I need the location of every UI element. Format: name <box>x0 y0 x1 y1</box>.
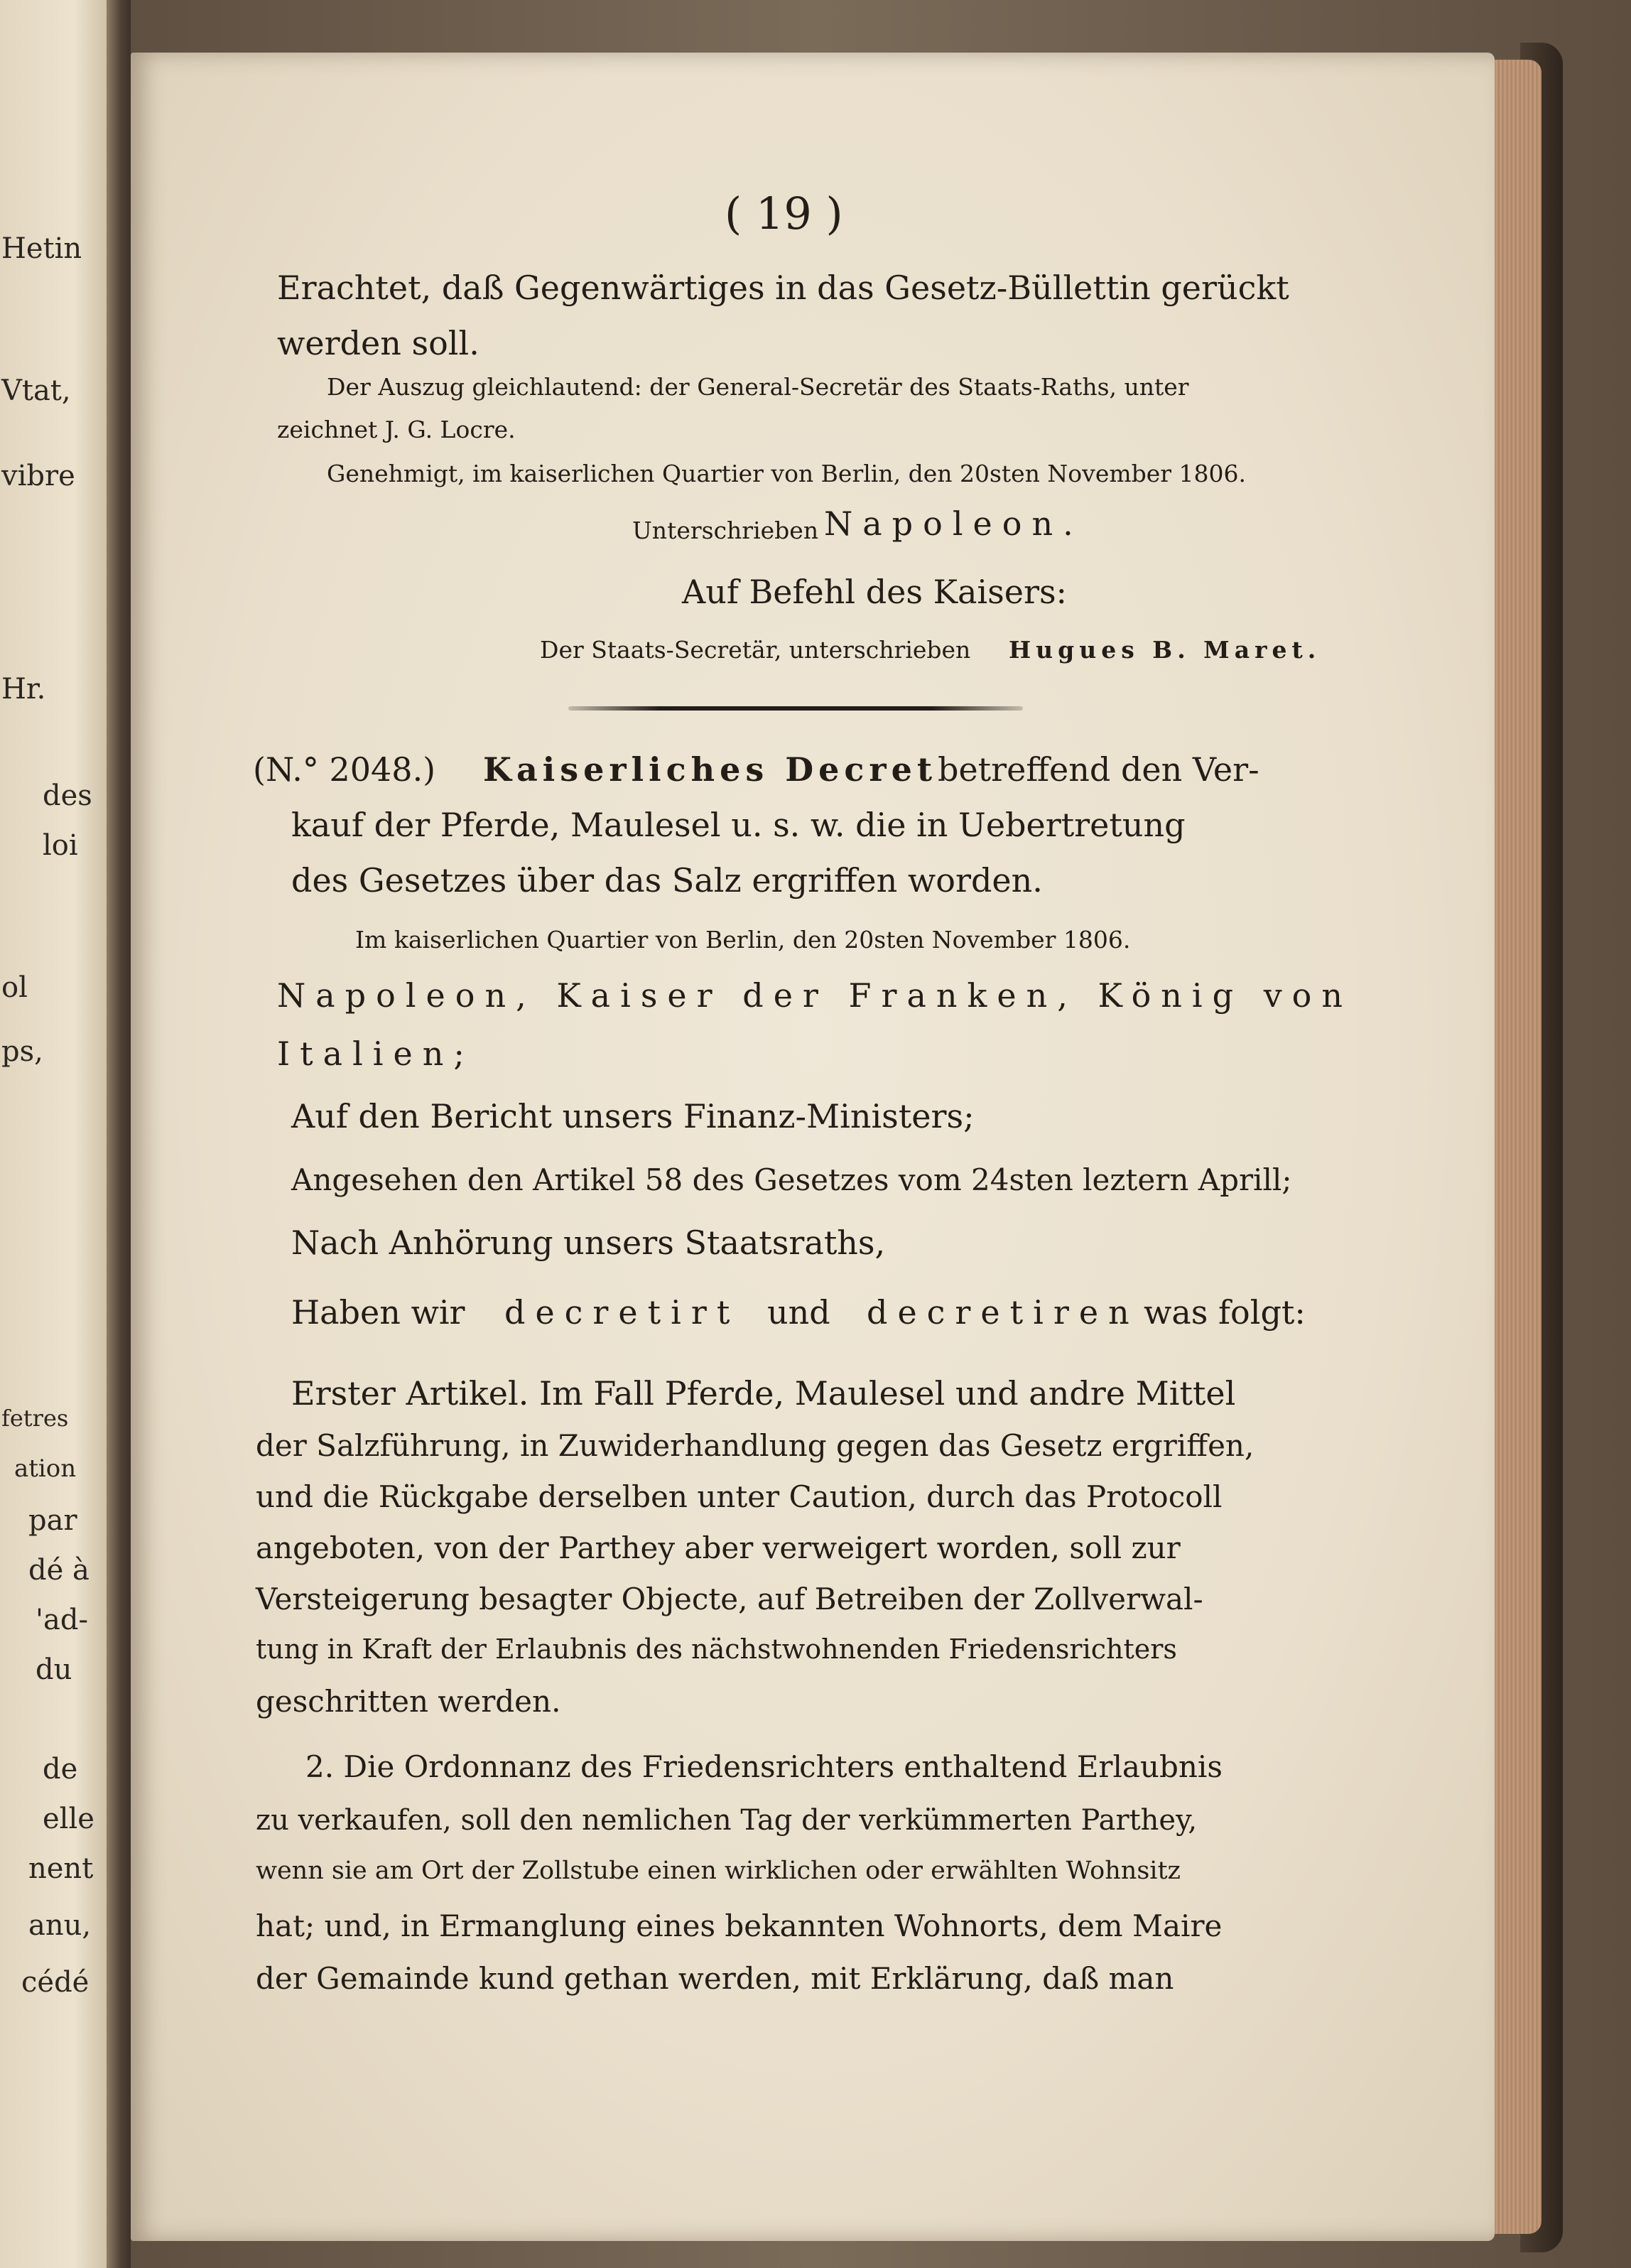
signature-name: Napoleon. <box>824 504 1083 543</box>
signature-label: Der Staats-Secretär, unterschrieben <box>540 636 971 664</box>
text-line: Auf Befehl des Kaisers: <box>682 573 1068 611</box>
text-line: Genehmigt, im kaiserlichen Quartier von Berlin, den 20sten November 1806. <box>327 460 1247 487</box>
section-divider <box>568 706 1023 711</box>
left-fragment: fetres <box>1 1405 69 1432</box>
book-gutter <box>107 0 131 2268</box>
left-fragment: du <box>36 1653 72 1686</box>
text-line: Im kaiserlichen Quartier von Berlin, den 20sten November 1806. <box>355 926 1131 954</box>
text-line: und <box>767 1293 830 1332</box>
left-fragment: elle <box>43 1803 94 1835</box>
left-fragment: 'ad- <box>36 1604 88 1636</box>
text-line: 2. Die Ordonnanz des Friedensrichters enthaltend Erlaubnis <box>305 1749 1223 1784</box>
left-fragment: ps, <box>1 1035 43 1068</box>
left-fragment: Hetin <box>1 232 82 265</box>
text-line: Auf den Bericht unsers Finanz-Ministers; <box>291 1097 975 1135</box>
signature-name: Hugues B. Maret. <box>1009 636 1321 664</box>
page-number: ( 19 ) <box>725 188 843 239</box>
text-line: hat; und, in Ermanglung eines bekannten Wohnorts, dem Maire <box>256 1908 1223 1943</box>
heading-line: Italien; <box>277 1035 475 1073</box>
text-line: Versteigerung besagter Objecte, auf Betreiben der Zollverwal- <box>256 1582 1203 1616</box>
text-line: der Salzführung, in Zuwiderhandlung gegen das Gesetz ergriffen, <box>256 1428 1255 1463</box>
text-line: decretiren <box>867 1293 1139 1332</box>
left-facing-page <box>0 0 107 2268</box>
left-fragment: des <box>43 779 92 812</box>
left-fragment: de <box>43 1753 78 1786</box>
left-fragment: ation <box>14 1454 77 1483</box>
left-fragment: cédé <box>21 1966 90 1999</box>
left-fragment: vibre <box>1 460 75 492</box>
text-line: Der Auszug gleichlautend: der General-Secretär des Staats-Raths, unter <box>327 373 1189 401</box>
text-line: wenn sie am Ort der Zollstube einen wirklichen oder erwählten Wohnsitz <box>256 1857 1181 1885</box>
text-line: angeboten, von der Parthey aber verweigert worden, soll zur <box>256 1530 1181 1565</box>
text-line: Nach Anhörung unsers Staatsraths, <box>291 1224 886 1262</box>
text-line: Angesehen den Artikel 58 des Gesetzes vom 24sten leztern Aprill; <box>291 1162 1292 1197</box>
left-fragment: Vtat, <box>1 374 71 407</box>
text-line: Haben wir <box>291 1293 465 1332</box>
left-fragment: dé à <box>28 1554 90 1587</box>
text-line: und die Rückgabe derselben unter Caution, durch das Protocoll <box>256 1479 1223 1514</box>
text-line: zeichnet J. G. Locre. <box>277 416 516 443</box>
left-fragment: ol <box>1 971 28 1004</box>
heading-line: Napoleon, Kaiser der Franken, König von <box>277 976 1353 1015</box>
text-line: betreffend den Ver- <box>938 750 1259 789</box>
text-line: decretirt <box>504 1293 740 1332</box>
text-line: was folgt: <box>1144 1293 1306 1332</box>
left-fragment: Hr. <box>1 673 46 706</box>
left-fragment: nent <box>28 1852 94 1885</box>
left-fragment: par <box>28 1504 77 1537</box>
text-line: tung in Kraft der Erlaubnis des nächstwohnenden Friedensrichters <box>256 1634 1177 1665</box>
text-line: Erster Artikel. Im Fall Pferde, Maulesel und andre Mittel <box>291 1374 1236 1413</box>
text-line: kauf der Pferde, Maulesel u. s. w. die in Uebertretung <box>291 806 1186 844</box>
left-fragment: loi <box>43 829 78 862</box>
text-line: geschritten werden. <box>256 1684 561 1719</box>
decree-number: (N.° 2048.) <box>253 750 436 789</box>
text-line: Erachtet, daß Gegenwärtiges in das Gesetz-Büllettin gerückt <box>277 269 1289 307</box>
text-line: der Gemainde kund gethan werden, mit Erklärung, daß man <box>256 1961 1174 1996</box>
text-line: zu verkaufen, soll den nemlichen Tag der verkümmerten Parthey, <box>256 1804 1198 1837</box>
decree-title: Kaiserliches Decret <box>483 750 938 789</box>
signature-label: Unterschrieben <box>632 517 819 544</box>
text-line: des Gesetzes über das Salz ergriffen worden. <box>291 861 1043 900</box>
left-fragment: anu, <box>28 1909 92 1942</box>
text-line: werden soll. <box>277 324 479 362</box>
